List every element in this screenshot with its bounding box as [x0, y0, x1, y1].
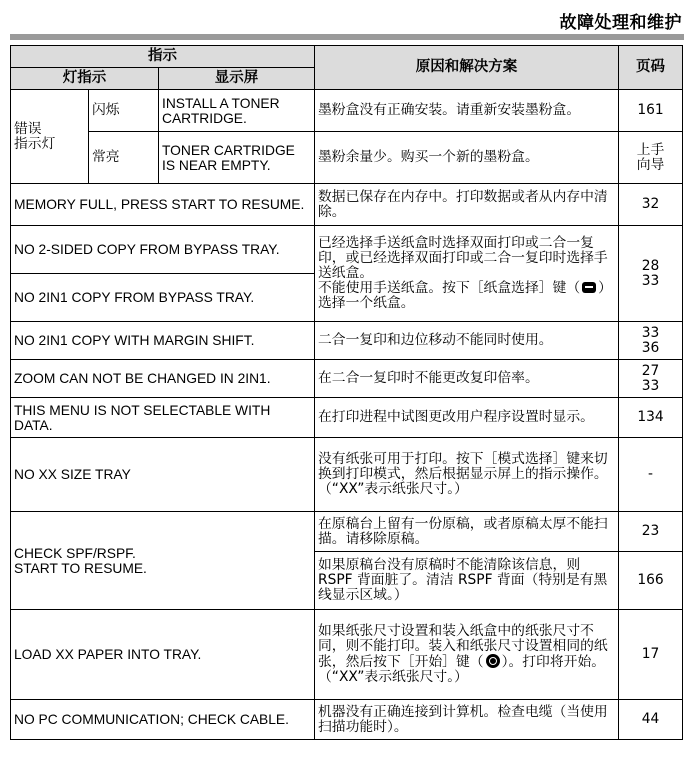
display-message: NO XX SIZE TRAY: [11, 438, 315, 512]
cause-text-part: ）选择一个纸盒。: [318, 280, 612, 311]
page-ref: 27 33: [619, 360, 683, 398]
cause-text: 墨粉盒没有正确安装。请重新安装墨粉盒。: [315, 90, 619, 132]
display-message: TONER CARTRIDGE IS NEAR EMPTY.: [159, 132, 315, 184]
cause-text: 机器没有正确连接到计算机。检查电缆（当使用扫描功能时）。: [315, 700, 619, 740]
start-key-icon: [486, 654, 500, 668]
page-ref: 166: [619, 552, 683, 610]
header-lamp: 灯指示: [11, 68, 159, 90]
display-message: NO 2IN1 COPY FROM BYPASS TRAY.: [11, 274, 315, 322]
cause-text: 如果原稿台没有原稿时不能清除该信息，则 RSPF 背面脏了。清洁 RSPF 背面（特别是有黑线显示区域。）: [315, 552, 619, 610]
header-indication: 指示: [11, 46, 315, 68]
page-ref: -: [619, 438, 683, 512]
page-ref: 23: [619, 512, 683, 552]
cause-text: 数据已保存在内存中。打印数据或者从内存中清除。: [315, 184, 619, 226]
cause-text-part: 如果纸张尺寸设置和装入纸盒中的纸张尺寸不同，则不能打印。装入和纸张尺寸设置相同的纸张，然后按下［开始］键（: [318, 623, 608, 670]
error-message-table: [10, 45, 683, 740]
lamp-group-label: 错误 指示灯: [11, 90, 89, 184]
title-rule: [10, 34, 684, 40]
display-message: THIS MENU IS NOT SELECTABLE WITH DATA.: [11, 398, 315, 438]
cause-text: 二合一复印和边位移动不能同时使用。: [315, 322, 619, 360]
display-message: ZOOM CAN NOT BE CHANGED IN 2IN1.: [11, 360, 315, 398]
page-ref: 28 33: [619, 226, 683, 322]
page-title: 故障处理和维护: [559, 13, 682, 33]
header-display: 显示屏: [159, 68, 315, 90]
display-message: LOAD XX PAPER INTO TRAY.: [11, 610, 315, 700]
cause-text: [315, 438, 619, 512]
cause-text-part: ）。打印将开始。: [501, 654, 606, 670]
cause-note: （“XX”表示纸张尺寸。）: [318, 481, 468, 497]
cause-text: [315, 610, 619, 700]
display-message: NO 2-SIDED COPY FROM BYPASS TRAY.: [11, 226, 315, 274]
cause-text: [315, 226, 619, 322]
page-ref: 44: [619, 700, 683, 740]
display-message: MEMORY FULL, PRESS START TO RESUME.: [11, 184, 315, 226]
page-ref: 134: [619, 398, 683, 438]
cause-note: （“XX”表示纸张尺寸。）: [318, 669, 468, 685]
page-ref: 17: [619, 610, 683, 700]
cause-text-part: 不能使用手送纸盒。按下［纸盒选择］键（: [318, 280, 581, 296]
paper-select-key-icon: [582, 282, 596, 293]
cause-text: 墨粉余量少。购买一个新的墨粉盒。: [315, 132, 619, 184]
cause-text-part: 没有纸张可用于打印。按下［模式选择］键来切换到打印模式，然后根据显示屏上的指示操作。: [318, 451, 608, 482]
display-message: NO 2IN1 COPY WITH MARGIN SHIFT.: [11, 322, 315, 360]
cause-text: 在原稿台上留有一份原稿，或者原稿太厚不能扫描。请移除原稿。: [315, 512, 619, 552]
page-ref: 33 36: [619, 322, 683, 360]
display-message: NO PC COMMUNICATION; CHECK CABLE.: [11, 700, 315, 740]
page-ref: 上手 向导: [619, 132, 683, 184]
cause-text: 在二合一复印时不能更改复印倍率。: [315, 360, 619, 398]
cause-text: 在打印进程中试图更改用户程序设置时显示。: [315, 398, 619, 438]
lamp-state: 闪烁: [89, 90, 159, 132]
lamp-state: 常亮: [89, 132, 159, 184]
cause-text-part: 已经选择手送纸盒时选择双面打印或二合一复印，或已经选择双面打印或二合一复印时选择手送纸盒。: [318, 235, 608, 281]
page-ref: 32: [619, 184, 683, 226]
page-ref: 161: [619, 90, 683, 132]
header-cause: 原因和解决方案: [315, 46, 619, 90]
header-page: 页码: [619, 46, 683, 90]
display-message: CHECK SPF/RSPF. START TO RESUME.: [11, 512, 315, 610]
display-message: INSTALL A TONER CARTRIDGE.: [159, 90, 315, 132]
